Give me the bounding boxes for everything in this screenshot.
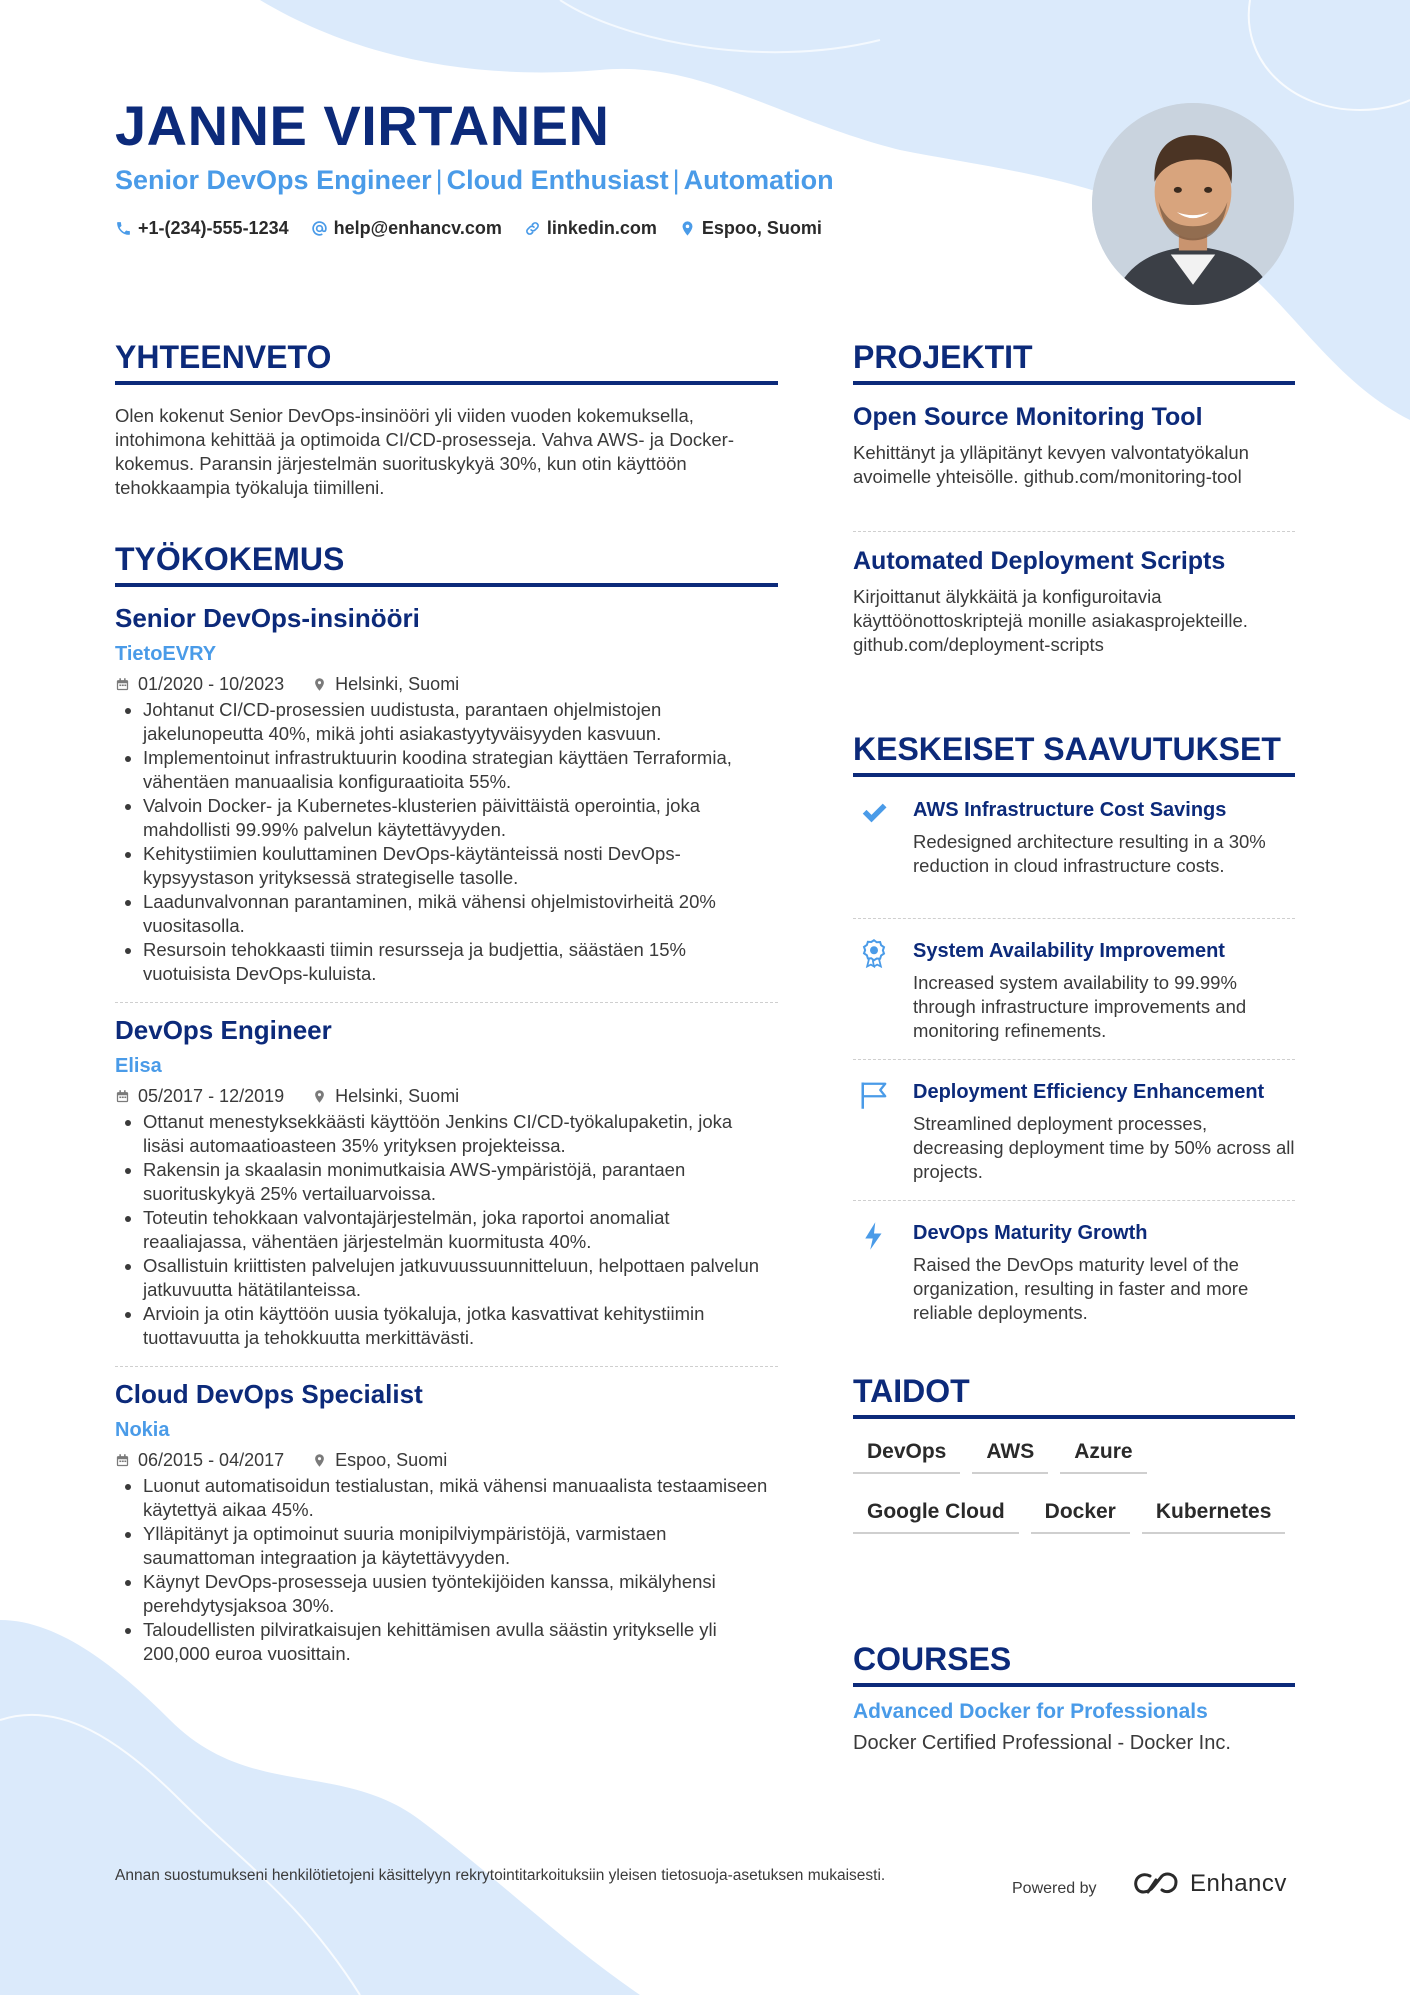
divider (853, 531, 1295, 532)
bullet-item: • Luonut automatisoidun testialustan, mikä vähensi manuaalista testaamiseen käytettyä aikaa 45%. (143, 1474, 778, 1522)
flag-icon (857, 1078, 891, 1112)
job-dates (115, 672, 284, 696)
achievement-item (853, 1078, 1295, 1184)
achievement-item (853, 937, 1295, 1043)
location-pin-icon (312, 1089, 327, 1104)
skill-tag: AWS (972, 1438, 1048, 1474)
bullet-item: • Rakensin ja skaalasin monimutkaisia AWS-ympäristöjä, parantaen suorituskykyä 25% vertailuarvoissa. (143, 1158, 778, 1206)
achievement-description: Raised the DevOps maturity level of the organization, resulting in faster and more reliable deployments. (913, 1254, 1249, 1323)
job-company: TietoEVRY (115, 643, 217, 665)
headline-separator: | (672, 165, 680, 195)
section-title-projects: PROJEKTIT (853, 340, 1295, 385)
calendar-icon (115, 1453, 130, 1468)
enhancv-logo-icon (1132, 1870, 1180, 1898)
divider (853, 918, 1295, 919)
project-entry (853, 401, 1295, 489)
contact-linkedin[interactable] (524, 218, 657, 239)
achievement-item (853, 796, 1295, 878)
skill-tag: Kubernetes (1142, 1498, 1286, 1534)
section-title-summary: YHTEENVETO (115, 340, 778, 385)
achievement-title: Deployment Efficiency Enhancement (913, 1081, 1265, 1103)
job-title: Cloud DevOps Specialist (115, 1379, 423, 1409)
bullet-item: • Käynyt DevOps-prosesseja uusien työntekijöiden kanssa, mikälyhensi perehdytysjaksoa 30%. (143, 1570, 778, 1618)
job-meta (115, 1448, 778, 1472)
section-title-courses: COURSES (853, 1642, 1295, 1687)
bullet-item: • Johtanut CI/CD-prosessien uudistusta, parantaen ohjelmistojen jakelunopeutta 40%, mikä johti asiakastyytyväisyyden kasvuun. (143, 698, 778, 746)
link-icon (524, 220, 541, 237)
course-title: Advanced Docker for Professionals (853, 1700, 1208, 1723)
job-company: Elisa (115, 1055, 162, 1077)
brand-name: Enhancv (1190, 1870, 1287, 1897)
job-entry (115, 1378, 778, 1666)
at-icon (311, 220, 328, 237)
bullet-item: • Implementoinut infrastruktuurin koodina strategian käyttäen Terraformia, vähentäen manuaalisia konfiguraatioita 55%. (143, 746, 778, 794)
divider (853, 1200, 1295, 1201)
profile-photo (1092, 103, 1294, 305)
bullet-item: • Valvoin Docker- ja Kubernetes-klusterien päivittäistä operointia, joka mahdollisti 99.99% palvelun käytettävyyden. (143, 794, 778, 842)
headline (115, 165, 834, 196)
job-entry (115, 1014, 778, 1350)
project-entry (853, 545, 1295, 657)
skill-tag: Azure (1060, 1438, 1146, 1474)
bullet-item: • Ylläpitänyt ja optimoinut suuria monipilviympäristöjä, varmistaen saumattoman integraation ja käytettävyyden. (143, 1522, 778, 1570)
location-pin-icon (312, 677, 327, 692)
job-meta (115, 672, 778, 696)
project-description: Kirjoittanut älykkäitä ja konfiguroitavia käyttöönottoskriptejä monille asiakasprojekteille. github.com/deployment-scripts (853, 586, 1248, 655)
calendar-icon (115, 1089, 130, 1104)
bullet-item: • Resursoin tehokkaasti tiimin resursseja ja budjettia, säästäen 15% vuotuisista DevOps-kuluista. (143, 938, 778, 986)
achievement-description: Increased system availability to 99.99% through infrastructure improvements and monitoring refinements. (913, 972, 1247, 1041)
headline-separator: | (435, 165, 443, 195)
bullet-item: • Toteutin tehokkaan valvontajärjestelmän, joka raportoi anomaliat reaaliajassa, vähentäen järjestelmän kuormitusta 40%. (143, 1206, 778, 1254)
gdpr-consent-note: Annan suostumukseni henkilötietojeni käsittelyyn rekrytointitarkoituksiin yleisen tietosuoja-asetuksen mukaisesti. (115, 1867, 886, 1884)
project-description: Kehittänyt ja ylläpitänyt kevyen valvontatyökalun avoimelle yhteisölle. github.com/monitoring-tool (853, 442, 1249, 487)
achievement-title: DevOps Maturity Growth (913, 1222, 1148, 1244)
contact-email[interactable] (311, 218, 502, 239)
project-title: Automated Deployment Scripts (853, 547, 1226, 575)
calendar-icon (115, 677, 130, 692)
job-location-text: Helsinki, Suomi (335, 1086, 460, 1106)
headline-focus: Cloud Enthusiast (446, 165, 669, 195)
section-title-achievements: KESKEISET SAAVUTUKSET (853, 732, 1295, 777)
linkedin-text: linkedin.com (546, 218, 657, 238)
job-dates (115, 1084, 284, 1108)
bullet-item: • Ottanut menestyksekkäästi käyttöön Jenkins CI/CD-työkalupaketin, joka lisäsi automaatioasteen 35% yrityksen projekteissa. (143, 1110, 778, 1158)
skills-list (853, 1438, 1295, 1534)
job-entry (115, 602, 778, 986)
location-pin-icon (679, 220, 696, 237)
job-bullets (115, 1110, 778, 1350)
contact-bar (115, 218, 822, 239)
achievement-item (853, 1219, 1295, 1325)
award-badge-icon (857, 937, 891, 971)
course-provider: Docker Certified Professional - Docker Inc. (853, 1732, 1231, 1754)
section-title-skills: TAIDOT (853, 1374, 1295, 1419)
enhancv-logo[interactable] (1132, 1870, 1287, 1898)
bullet-item: • Osallistuin kriittisten palvelujen jatkuvuussuunnitteluun, helpottaen palvelun jatkuvuutta hätätilanteissa. (143, 1254, 778, 1302)
headline-skill: Automation (683, 165, 834, 195)
email-text: help@enhancv.com (333, 218, 502, 238)
bullet-item: • Kehitystiimien kouluttaminen DevOps-käytänteissä nosti DevOps-kypsyystason yrityksessä strategiselle tasolle. (143, 842, 778, 890)
divider (115, 1002, 778, 1003)
job-meta (115, 1084, 778, 1108)
contact-phone[interactable] (115, 218, 289, 239)
lightning-icon (857, 1219, 891, 1253)
job-location (312, 1448, 447, 1472)
job-title: Senior DevOps-insinööri (115, 603, 420, 633)
divider (115, 1366, 778, 1367)
summary-text: Olen kokenut Senior DevOps-insinööri yli viiden vuoden kokemuksella, intohimona kehittää ja optimoida CI/CD-prosesseja. Vahva AWS- ja Docker-kokemus. Paransin järjestelmän suorituskykyä 30%, kun otin käyttöön tehokkaampia työkaluja tiimilleni. (115, 405, 734, 498)
skill-tag: Google Cloud (853, 1498, 1019, 1534)
job-location-text: Helsinki, Suomi (335, 674, 460, 694)
achievement-description: Streamlined deployment processes, decreasing deployment time by 50% across all projects. (913, 1113, 1295, 1182)
contact-location (679, 218, 822, 239)
job-location (312, 1084, 459, 1108)
achievement-title: System Availability Improvement (913, 940, 1225, 962)
location-text: Espoo, Suomi (701, 218, 822, 238)
job-company: Nokia (115, 1419, 170, 1441)
bullet-item: • Arvioin ja otin käyttöön uusia työkaluja, jotka kasvattivat kehitystiimin tuottavuutta ja tehokkuutta merkittävästi. (143, 1302, 778, 1350)
job-title: DevOps Engineer (115, 1015, 332, 1045)
job-dates-text: 05/2017 - 12/2019 (138, 1086, 285, 1106)
job-location-text: Espoo, Suomi (335, 1450, 448, 1470)
job-dates-text: 01/2020 - 10/2023 (138, 674, 285, 694)
section-title-experience: TYÖKOKEMUS (115, 542, 778, 587)
job-bullets (115, 698, 778, 986)
achievement-title: AWS Infrastructure Cost Savings (913, 799, 1227, 821)
location-pin-icon (312, 1453, 327, 1468)
skill-tag: Docker (1031, 1498, 1130, 1534)
bullet-item: • Taloudellisten pilviratkaisujen kehittämisen avulla säästin yritykselle yli 200,000 euroa vuosittain. (143, 1618, 778, 1666)
job-dates (115, 1448, 284, 1472)
headline-role: Senior DevOps Engineer (115, 165, 432, 195)
phone-icon (115, 220, 132, 237)
phone-text: +1-(234)-555-1234 (138, 218, 289, 238)
job-dates-text: 06/2015 - 04/2017 (138, 1450, 285, 1470)
project-title: Open Source Monitoring Tool (853, 403, 1203, 431)
checkmark-icon (857, 796, 891, 830)
bullet-item: • Laadunvalvonnan parantaminen, mikä vähensi ohjelmistovirheitä 20% vuositasolla. (143, 890, 778, 938)
job-bullets (115, 1474, 778, 1666)
candidate-name: JANNE VIRTANEN (115, 94, 610, 157)
divider (853, 1059, 1295, 1060)
job-location (312, 672, 459, 696)
skill-tag: DevOps (853, 1438, 960, 1474)
powered-by-label: Powered by (1012, 1880, 1097, 1897)
achievement-description: Redesigned architecture resulting in a 30% reduction in cloud infrastructure costs. (913, 831, 1266, 876)
